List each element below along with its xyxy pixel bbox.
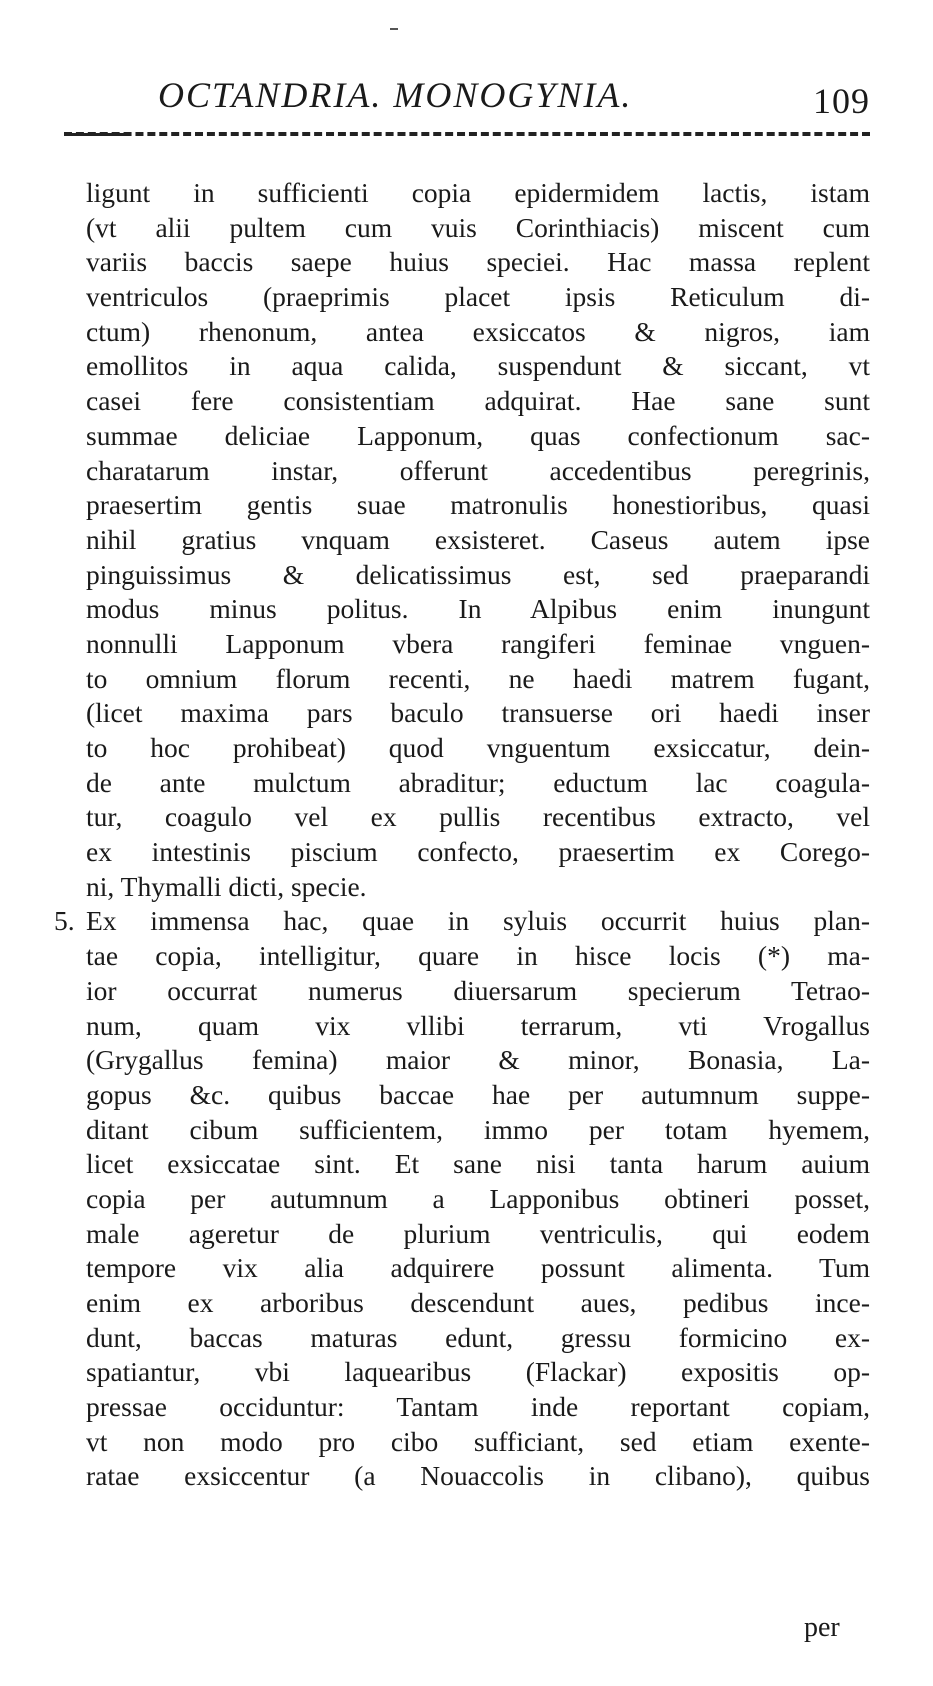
catchword: per xyxy=(804,1612,840,1643)
text-line: spatiantur, vbi laquearibus (Flackar) expositis op- xyxy=(86,1356,870,1388)
text-line: ditant cibum sufficientem, immo per totam hyemem, xyxy=(86,1113,870,1145)
text-line: dunt, baccas maturas edunt, gressu formicino ex- xyxy=(86,1321,870,1353)
text-line: tae copia, intelligitur, quare in hisce locis (*) ma- xyxy=(86,940,870,972)
text-line: vt non modo pro cibo sufficiant, sed etiam exente- xyxy=(86,1425,870,1457)
page-number: 109 xyxy=(813,81,870,121)
text-line: nihil gratius vnquam exsisteret. Caseus autem ipse xyxy=(86,523,870,555)
text-line: (Grygallus femina) maior & minor, Bonasia, La- xyxy=(86,1044,870,1076)
text-line: (licet maxima pars baculo transuerse ori haedi inser xyxy=(86,697,870,729)
text-line: nonnulli Lapponum vbera rangiferi feminae vnguen- xyxy=(86,627,870,659)
text-line: enim ex arboribus descendunt aues, pedibus ince- xyxy=(86,1287,870,1318)
text-line: variis baccis saepe huius speciei. Hac massa replent xyxy=(86,246,870,278)
print-mark xyxy=(390,28,398,30)
section-marker: 5. xyxy=(54,905,75,937)
text-line: ni, Thymalli dicti, specie. xyxy=(86,870,367,902)
text-line: to hoc prohibeat) quod vnguentum exsiccatur, dein- xyxy=(86,732,870,763)
text-line: ctum) rhenonum, antea exsiccatos & nigros, iam xyxy=(86,315,870,347)
text-line: emollitos in aqua calida, suspendunt & siccant, vt xyxy=(86,350,870,382)
text-line: tur, coagulo vel ex pullis recentibus extracto, vel xyxy=(86,801,870,833)
body-text xyxy=(54,176,870,1494)
text-line: charatarum instar, offerunt accedentibus peregrinis, xyxy=(86,454,870,486)
text-line: Ex immensa hac, quae in syluis occurrit huius plan- xyxy=(86,905,870,937)
text-line: praesertim gentis suae matronulis honestioribus, quasi xyxy=(86,489,870,521)
running-head: OCTANDRIA. MONOGYNIA. xyxy=(158,75,633,115)
text-line: copia per autumnum a Lapponibus obtineri posset, xyxy=(86,1182,870,1214)
text-line: ior occurrat numerus diuersarum specierum Tetrao- xyxy=(86,974,870,1006)
text-line: male ageretur de plurium ventriculis, qui eodem xyxy=(86,1217,870,1249)
text-line: gopus &c. quibus baccae hae per autumnum suppe- xyxy=(86,1078,870,1110)
page-header xyxy=(150,74,870,134)
text-line: de ante mulctum abraditur; eductum lac coagula- xyxy=(86,766,870,798)
text-line: num, quam vix vllibi terrarum, vti Vrogallus xyxy=(86,1009,870,1041)
text-line: ventriculos (praeprimis placet ipsis Reticulum di- xyxy=(86,281,870,313)
header-rule xyxy=(64,132,870,136)
text-line: ratae exsiccentur (a Nouaccolis in clibano), quibus xyxy=(86,1460,870,1492)
text-line: tempore vix alia adquirere possunt alimenta. Tum xyxy=(86,1252,870,1284)
text-line: pressae occiduntur: Tantam inde reportant copiam, xyxy=(86,1391,870,1423)
text-line: summae deliciae Lapponum, quas confectionum sac- xyxy=(86,419,870,451)
text-line: licet exsiccatae sint. Et sane nisi tanta harum auium xyxy=(86,1148,870,1180)
text-line: modus minus politus. In Alpibus enim inungunt xyxy=(86,593,870,625)
text-line: casei fere consistentiam adquirat. Hae sane sunt xyxy=(86,385,870,417)
section-start-line xyxy=(54,904,870,939)
text-line: (vt alii pultem cum vuis Corinthiacis) miscent cum xyxy=(86,211,870,243)
text-line: pinguissimus & delicatissimus est, sed praeparandi xyxy=(86,558,870,590)
text-line: ex intestinis piscium confecto, praesertim ex Corego- xyxy=(86,836,870,868)
text-line: to omnium florum recenti, ne haedi matrem fugant, xyxy=(86,662,870,694)
text-line: ligunt in sufficienti copia epidermidem lactis, istam xyxy=(86,177,870,208)
